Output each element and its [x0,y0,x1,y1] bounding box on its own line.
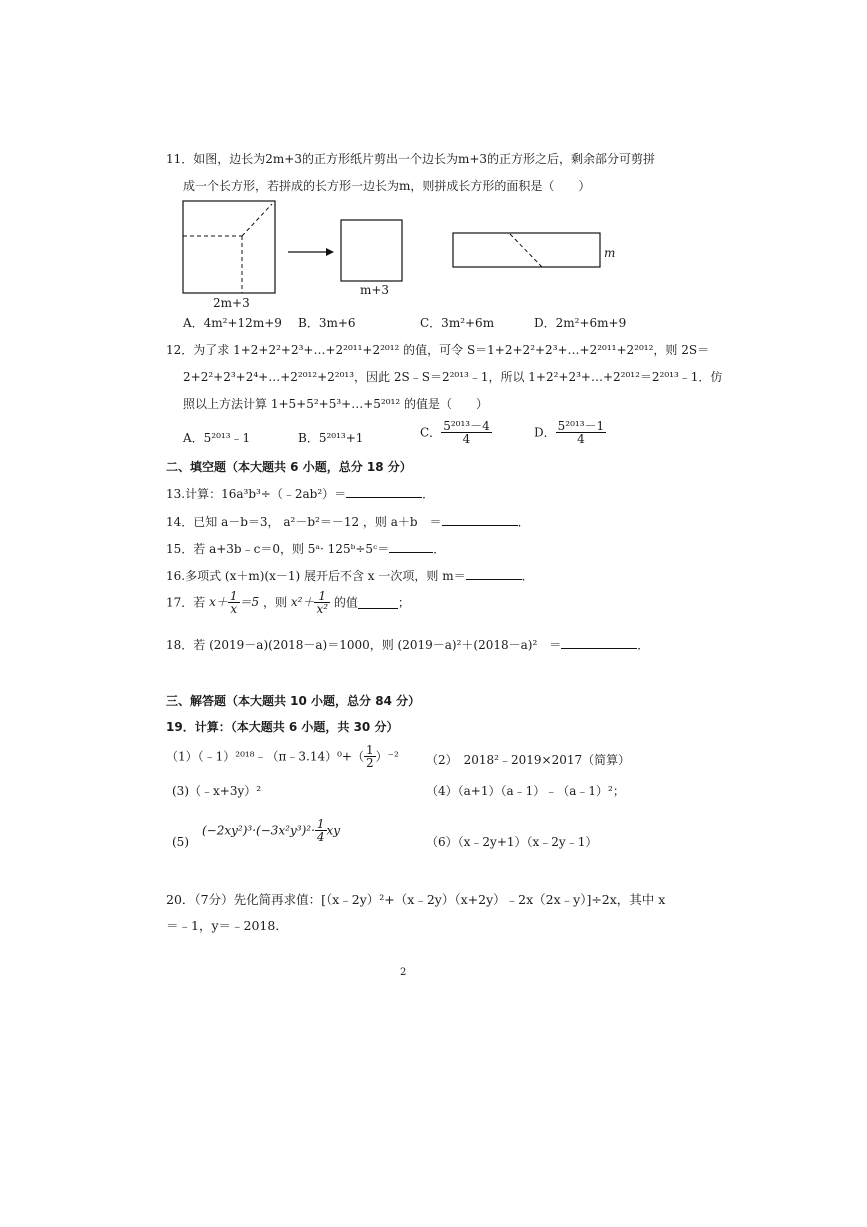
q18-text: 18．若 (2019－a)(2018－a)＝1000，则 (2019－a)²＋(2018－a)² ＝ [166,638,562,652]
q11-option-a: A．4m²+12m+9 [183,316,282,330]
small-square [341,220,402,281]
q17-mid: ，则 [263,595,288,610]
q15-text: 15．若 a+3b﹣c＝0，则 5ᵃ· 125ᵇ÷5ᶜ＝ [166,542,390,556]
q13-text: 13.计算：16a³b³÷（﹣2ab²）＝ [166,487,347,501]
q19-part5-den: 4 [316,830,325,844]
q19-part5-label: (5) [172,835,189,849]
q11-option-b: B．3m+6 [298,316,356,330]
q19-part1-den: 2 [365,756,374,770]
q12-option-c [420,420,492,445]
q15: 15．若 a+3b﹣c＝0，则 5ᵃ· 125ᵇ÷5ᶜ＝ ． [166,542,446,556]
q17-prefix: 17．若 [166,595,206,610]
q19-part1-fraction [364,744,376,769]
q12-option-d-denominator: 4 [577,432,585,446]
q14-text: 14．已知 a－b＝3， a²－b²＝－12 ，则 a＋b ＝ [166,515,442,529]
q13-answer-blank[interactable] [346,485,422,498]
q19-part1-pre: （1）（﹣1）²⁰¹⁸﹣（π﹣3.14）⁰+（ [166,749,364,764]
q12-option-d-prefix: D． [534,425,556,440]
q20-line2: ＝﹣1，y＝﹣2018． [166,918,288,933]
q17-expr2-pre: x²＋ [290,595,315,609]
q14-answer-blank[interactable] [442,513,518,526]
q16-answer-blank[interactable] [466,567,522,580]
q17-expr1-fraction [228,590,240,615]
q13: 13.计算：16a³b³÷（﹣2ab²）＝ ． [166,487,435,501]
label-2m3: 2m+3 [213,296,250,310]
q12-option-a: A．5²⁰¹³﹣1 [183,431,251,445]
q19-part1 [166,744,399,769]
q17-expr2-den: x² [316,602,329,616]
q12-option-b: B．5²⁰¹³+1 [298,431,364,445]
q17-answer-blank[interactable] [358,596,398,609]
q12-option-c-numerator: 5²⁰¹³－4 [443,419,490,433]
label-m3: m+3 [360,283,390,297]
q11-option-d: D．2m²+6m+9 [534,316,627,330]
q12-option-d-numerator: 5²⁰¹³－1 [557,419,605,433]
q19-title: 19．计算：（本大题共 6 小题，共 30 分） [166,720,399,734]
q15-answer-blank[interactable] [389,540,433,553]
q19-part6: （6）（x﹣2y+1）（x﹣2y﹣1） [426,835,598,849]
q12-line3: 照以上方法计算 1+5+5²+5³+…+5²⁰¹² 的值是（ ） [183,397,488,411]
q17-end: ； [397,595,410,610]
q19-part5-main: (−2xy²)³·(−3x²y³)²· [202,823,315,838]
section2-heading: 二、填空题（本大题共 6 小题，总分 18 分） [166,460,412,474]
result-rectangle [453,233,600,267]
q11-line1: 11．如图，边长为2m+3的正方形纸片剪出一个边长为m+3的正方形之后，剩余部分可剪拼 [166,152,656,166]
q17 [166,590,410,615]
q17-expr2-num: 1 [314,590,330,603]
q19-part1-post: ）⁻² [375,749,399,764]
q17-expr2-fraction [314,590,330,615]
q14: 14．已知 a－b＝3， a²－b²＝－12 ，则 a＋b ＝ ． [166,515,530,529]
q17-expr1-post: ＝5 [239,595,260,609]
q12-line1: 12．为了求 1+2+2²+2³+…+2²⁰¹¹+2²⁰¹² 的值，可令 S＝1+2+2²+2³+…+2²⁰¹¹+2²⁰¹²，则 2S＝ [166,343,710,357]
q19-part4: （4）（a+1）（a﹣1）﹣（a﹣1）²； [426,784,625,798]
label-m: m [604,246,616,260]
q19-part5-tail: xy [326,823,341,838]
q19-part5-fraction [315,818,327,843]
q12-option-c-prefix: C． [420,425,442,440]
q12-line2: 2+2²+2³+2⁴+…+2²⁰¹²+2²⁰¹³，因此 2S﹣S＝2²⁰¹³﹣1，所以 1+2²+2³+…+2²⁰¹²＝2²⁰¹³﹣1．仿 [183,370,723,384]
q20-line1: 20．（7分）先化简再求值：[（x﹣2y）²+（x﹣2y）（x+2y）﹣2x（2x﹣y）]÷2x，其中 x [166,892,666,907]
q17-suffix: 的值 [333,595,358,610]
q17-expr1-pre: x＋ [209,595,228,609]
q17-expr1-num: 1 [229,589,238,603]
q19-part5-expr [202,818,340,843]
q16: 16.多项式 (x＋m)(x－1) 展开后不含 x 一次项，则 m＝ ． [166,569,534,583]
q19-part5-num: 1 [316,817,325,831]
section3-heading: 三、解答题（本大题共 10 小题，总分 84 分） [166,694,421,708]
page-number: 2 [400,967,407,978]
q12-option-d-fraction [556,420,607,445]
q19-part3: (3)（﹣x+3y）² [172,784,262,798]
q17-expr1-den: x [230,602,238,616]
q17-expr1 [209,589,263,616]
q11-option-c: C．3m²+6m [420,316,495,330]
q17-expr2 [290,589,334,616]
q18: 18．若 (2019－a)(2018－a)＝1000，则 (2019－a)²＋(2018－a)² ＝ ． [166,638,650,652]
q12-option-c-denominator: 4 [462,432,471,446]
q16-text: 16.多项式 (x＋m)(x－1) 展开后不含 x 一次项，则 m＝ [166,569,466,583]
q18-answer-blank[interactable] [561,636,637,649]
q12-option-d [534,420,606,445]
q19-part1-num: 1 [365,743,374,757]
q11-line2: 成一个长方形，若拼成的长方形一边长为m，则拼成长方形的面积是（ ） [183,179,591,193]
q12-option-c-fraction [441,420,492,445]
q11-figure [180,198,820,308]
q19-part2: （2） 2018²﹣2019×2017（简算） [426,753,631,767]
